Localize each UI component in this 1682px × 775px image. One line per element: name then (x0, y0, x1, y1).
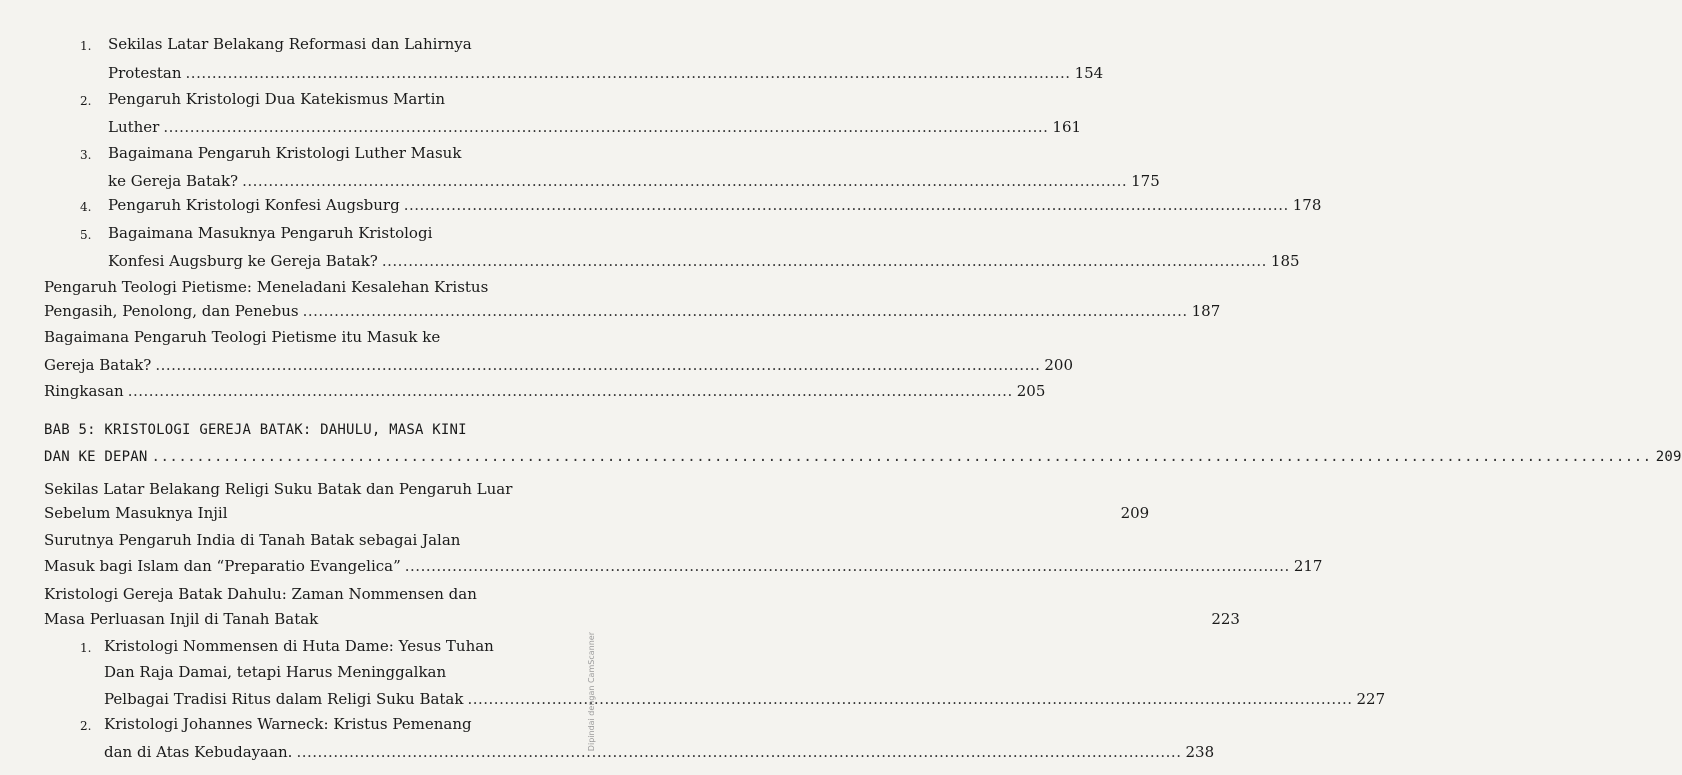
leader-dots (382, 251, 1267, 271)
toc-text: Sekilas Latar Belakang Religi Suku Batak dan Pengaruh Luar (44, 480, 513, 498)
toc-text: Konfesi Augsburg ke Gereja Batak? (108, 252, 378, 270)
toc-line (104, 689, 1386, 709)
toc-text: Pengaruh Kristologi Konfesi Augsburg (108, 196, 400, 214)
toc-text: Pelbagai Tradisi Ritus dalam Religi Suku Batak (104, 690, 464, 708)
page-number: 154 (1074, 64, 1104, 82)
leader-dots (128, 381, 1013, 401)
toc-line (44, 479, 520, 499)
page-number: 185 (1270, 252, 1300, 270)
toc-line (44, 301, 1221, 321)
toc-line (104, 714, 520, 734)
leader-dots (163, 117, 1048, 137)
toc-text: Pengasih, Penolong, dan Penebus (44, 302, 299, 320)
toc-line (108, 63, 1104, 83)
toc-line (44, 530, 520, 550)
toc-line (44, 381, 1046, 401)
item-number: 3. (80, 148, 92, 162)
leader-dots (296, 742, 1181, 762)
leader-dots (186, 63, 1071, 83)
page-number: 205 (1016, 382, 1046, 400)
page-number: 209 (1655, 449, 1682, 465)
page-number: 161 (1052, 118, 1082, 136)
toc-line (104, 636, 520, 656)
toc-line (44, 609, 1240, 629)
toc-text: dan di Atas Kebudayaan. (104, 743, 293, 761)
item-number: 5. (80, 228, 92, 242)
toc-text: Pengaruh Kristologi Dua Katekismus Martin (108, 90, 446, 108)
scanner-watermark: Dipindai dengan CamScanner (587, 632, 596, 752)
toc-line (44, 327, 520, 347)
toc-line (108, 223, 520, 243)
chapter-heading (44, 447, 1682, 467)
toc-text: Masa Perluasan Injil di Tanah Batak (44, 610, 319, 628)
toc-line (108, 89, 520, 109)
toc-text: Gereja Batak? (44, 356, 152, 374)
toc-line (108, 171, 1160, 191)
toc-line (104, 662, 520, 682)
toc-text: Dan Raja Damai, tetapi Harus Meninggalkan (104, 663, 447, 681)
page-number: 187 (1191, 302, 1221, 320)
page-number: 227 (1356, 690, 1386, 708)
leader-dots (405, 556, 1290, 576)
toc-line (108, 195, 1322, 215)
page-number: 217 (1293, 557, 1323, 575)
toc-line (108, 143, 520, 163)
toc-line (44, 584, 520, 604)
toc-line (44, 355, 1074, 375)
toc-text: Bagaimana Pengaruh Teologi Pietisme itu Masuk ke (44, 328, 441, 346)
leader-dots (152, 447, 1652, 467)
toc-text: Sebelum Masuknya Injil (44, 504, 228, 522)
toc-text: Kristologi Johannes Warneck: Kristus Pemenang (104, 715, 472, 733)
toc-line (108, 251, 1300, 271)
toc-text: Ringkasan (44, 382, 124, 400)
item-number: 1. (80, 641, 92, 655)
page-number: 209 (1120, 504, 1150, 522)
item-number: 1. (80, 39, 92, 53)
item-number: 2. (80, 719, 92, 733)
toc-text: DAN KE DEPAN (44, 449, 148, 465)
toc-text: Kristologi Gereja Batak Dahulu: Zaman Nommensen dan (44, 585, 477, 603)
toc-line (108, 34, 520, 54)
toc-line (108, 117, 1082, 137)
chapter-heading (44, 420, 520, 440)
page-number: 178 (1292, 196, 1322, 214)
toc-text: Bagaimana Pengaruh Kristologi Luther Masuk (108, 144, 462, 162)
toc-text: Masuk bagi Islam dan “Preparatio Evangelica” (44, 557, 401, 575)
toc-text: BAB 5: KRISTOLOGI GEREJA BATAK: DAHULU, MASA KINI (44, 422, 467, 438)
toc-text: Surutnya Pengaruh India di Tanah Batak sebagai Jalan (44, 531, 461, 549)
toc-line (44, 277, 520, 297)
leader-dots (155, 355, 1040, 375)
toc-line (104, 742, 1215, 762)
page-number: 200 (1044, 356, 1074, 374)
toc-line (44, 556, 1323, 576)
leader-dots (467, 689, 1352, 709)
leader-dots (404, 195, 1289, 215)
page-number: 223 (1211, 610, 1240, 628)
leader-dots (242, 171, 1127, 191)
toc-text: Sekilas Latar Belakang Reformasi dan Lahirnya (108, 35, 472, 53)
toc-text: Kristologi Nommensen di Huta Dame: Yesus Tuhan (104, 637, 494, 655)
toc-text: Bagaimana Masuknya Pengaruh Kristologi (108, 224, 433, 242)
page-number: 175 (1131, 172, 1160, 190)
toc-text: Protestan (108, 64, 182, 82)
toc-text: Pengaruh Teologi Pietisme: Meneladani Kesalehan Kristus (44, 278, 489, 296)
item-number: 2. (80, 94, 92, 108)
toc-text: Luther (108, 118, 160, 136)
leader-dots (303, 301, 1188, 321)
toc-text: ke Gereja Batak? (108, 172, 239, 190)
item-number: 4. (80, 200, 92, 214)
toc-line (44, 503, 1150, 523)
page-number: 238 (1185, 743, 1215, 761)
